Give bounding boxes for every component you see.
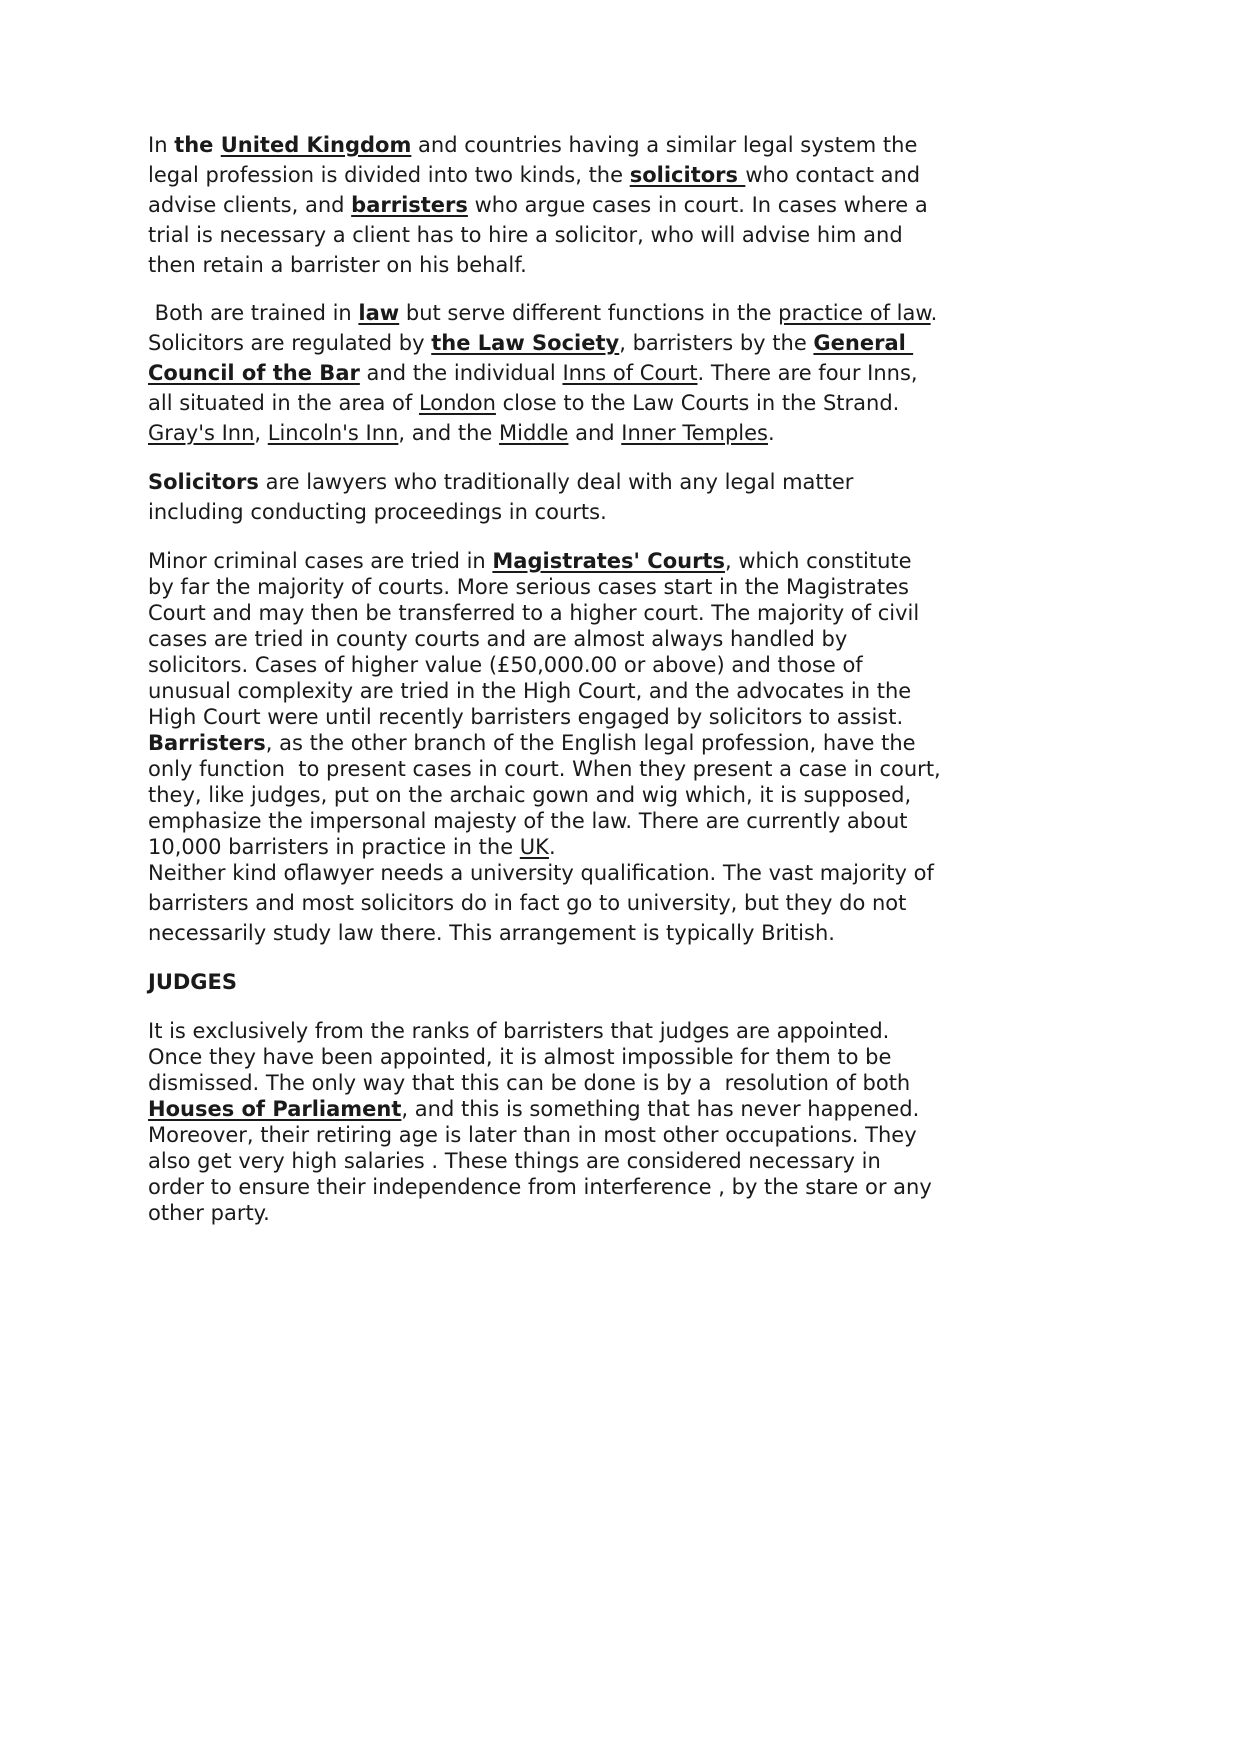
text-run: In [148,133,175,157]
text-run: all situated in the area of [148,391,419,415]
text-run: advise clients, and [148,193,352,217]
hyperlink-text[interactable]: Middle [499,421,569,445]
text-run: Once they have been appointed, it is almost impossible for them to be [148,1045,892,1069]
text-run: but serve different functions in the [399,301,779,325]
bold-text: the [174,133,221,157]
text-run: , [254,421,268,445]
text-line [148,704,941,730]
text-line [148,626,941,652]
text-run: Moreover, their retiring age is later than in most other occupations. They [148,1123,917,1147]
text-run: then retain a barrister on his behalf. [148,253,527,277]
text-run: , barristers by the [619,331,814,355]
text-run: . [767,421,775,445]
text-line [148,1070,932,1096]
text-run: only function to present cases in court. When they present a case in court, [148,757,941,781]
paragraph-judges [148,1018,932,1226]
text-line [148,574,941,600]
hyperlink-text[interactable]: London [418,391,496,415]
text-line [148,467,853,497]
hyperlink-text[interactable]: practice of law [778,301,931,325]
text-line [148,858,934,888]
text-run: Solicitors are regulated by [148,331,432,355]
text-run: 10,000 barristers in practice in the [148,835,520,859]
text-line [148,834,941,860]
text-run: and countries having a similar legal system the [411,133,918,157]
text-line [148,190,928,220]
text-run: close to the Law Courts in the Strand. [495,391,900,415]
text-line [148,418,937,448]
text-run: who contact and [745,163,921,187]
text-run: by far the majority of courts. More serious cases start in the Magistrates [148,575,909,599]
hyperlink-text[interactable]: Inns of Court [562,361,698,385]
text-run: trial is necessary a client has to hire a solicitor, who will advise him and [148,223,903,247]
text-run: are lawyers who traditionally deal with any legal matter [258,470,854,494]
text-run: Neither kind oflawyer needs a university qualification. The vast majority of [148,861,934,885]
text-line [148,497,853,527]
text-run: . [930,301,938,325]
text-run: solicitors. Cases of higher value (£50,000.00 or above) and those of [148,653,863,677]
text-line [148,250,928,280]
hyperlink-text[interactable]: law [358,301,400,325]
paragraph-training [148,298,937,448]
text-run: who argue cases in court. In cases where a [467,193,928,217]
text-line [148,1148,932,1174]
bold-text: JUDGES [148,970,238,994]
hyperlink-text[interactable]: General [813,331,914,355]
text-line [148,1018,932,1044]
text-line [148,888,934,918]
text-line [148,678,941,704]
text-run: dismissed. The only way that this can be done is by a resolution of both [148,1071,911,1095]
hyperlink-text[interactable]: the Law Society [431,331,620,355]
text-run: High Court were until recently barristers engaged by solicitors to assist. [148,705,904,729]
text-run: and [568,421,622,445]
text-run: order to ensure their independence from interference , by the stare or any [148,1175,932,1199]
text-line [148,1122,932,1148]
text-run: and the individual [359,361,563,385]
paragraph-intro [148,130,928,280]
hyperlink-text[interactable]: Inner Temples [621,421,768,445]
hyperlink-text[interactable]: Houses of Parliament [148,1097,402,1121]
text-line [148,756,941,782]
text-run: Minor criminal cases are tried in [148,549,493,573]
bold-text: Barristers [148,731,266,755]
hyperlink-text[interactable]: barristers [351,193,468,217]
text-line [148,160,928,190]
text-run: cases are tried in county courts and are almost always handled by [148,627,848,651]
paragraph-qualification [148,858,934,948]
text-line [148,328,937,358]
text-line [148,1174,932,1200]
hyperlink-text[interactable]: Council of the Bar [148,361,360,385]
text-run: , which constitute [724,549,912,573]
paragraph-courts [148,548,941,860]
text-run: unusual complexity are tried in the High Court, and the advocates in the [148,679,912,703]
text-run: Both are trained in [148,301,359,325]
text-run: including conducting proceedings in courts. [148,500,607,524]
text-line [148,1096,932,1122]
text-line [148,652,941,678]
text-run: they, like judges, put on the archaic gown and wig which, it is supposed, [148,783,912,807]
text-line [148,967,237,997]
text-run: other party. [148,1201,270,1225]
hyperlink-text[interactable]: solicitors [629,163,746,187]
text-line [148,730,941,756]
text-run: emphasize the impersonal majesty of the law. There are currently about [148,809,908,833]
text-run: Court and may then be transferred to a higher court. The majority of civil [148,601,920,625]
text-line [148,782,941,808]
text-line [148,388,937,418]
bold-text: Solicitors [148,470,259,494]
text-line [148,600,941,626]
paragraph-solicitors [148,467,853,527]
text-line [148,220,928,250]
text-line [148,808,941,834]
text-run: , and the [398,421,500,445]
hyperlink-text[interactable]: Magistrates' Courts [492,549,725,573]
text-line [148,1200,932,1226]
text-run: It is exclusively from the ranks of barristers that judges are appointed. [148,1019,890,1043]
hyperlink-text[interactable]: Lincoln's Inn [267,421,399,445]
text-run: necessarily study law there. This arrangement is typically British. [148,921,835,945]
section-heading-judges [148,967,237,997]
text-line [148,298,937,328]
text-run: , as the other branch of the English legal profession, have the [265,731,916,755]
hyperlink-text[interactable]: United Kingdom [220,133,412,157]
text-run: , and this is something that has never happened. [401,1097,920,1121]
hyperlink-text[interactable]: UK [519,835,549,859]
text-run: . [548,835,556,859]
text-run: legal profession is divided into two kinds, the [148,163,630,187]
text-line [148,918,934,948]
hyperlink-text[interactable]: Gray's Inn [148,421,255,445]
text-run: also get very high salaries . These things are considered necessary in [148,1149,881,1173]
text-run: . There are four Inns, [697,361,918,385]
text-line [148,358,937,388]
text-line [148,548,941,574]
text-line [148,130,928,160]
text-line [148,1044,932,1070]
text-run: barristers and most solicitors do in fact go to university, but they do not [148,891,907,915]
